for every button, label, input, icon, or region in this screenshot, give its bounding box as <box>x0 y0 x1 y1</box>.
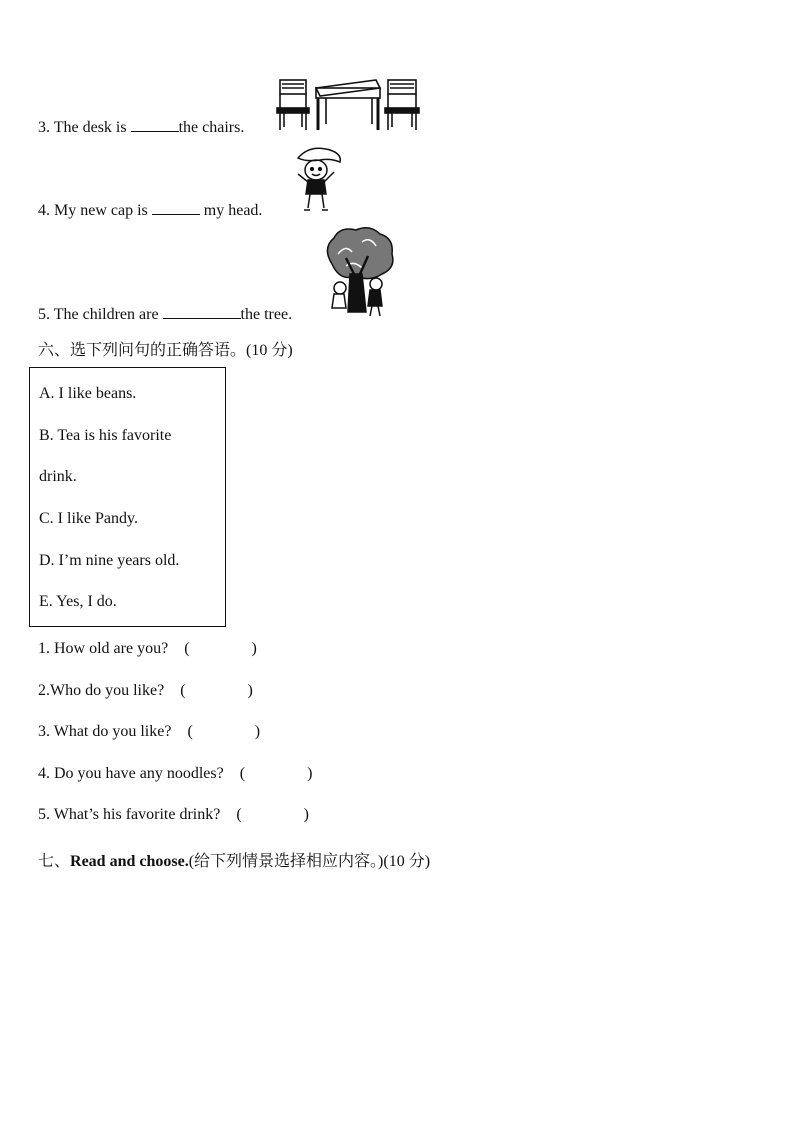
option-b: B. Tea is his favorite <box>39 427 172 444</box>
boy-with-cap-picture <box>290 144 344 214</box>
answer-paren[interactable]: ( ) <box>180 682 253 699</box>
question-4-line: 4. My new cap is my head. <box>38 202 263 219</box>
answer-paren[interactable]: ( ) <box>184 640 257 657</box>
option-c: C. I like Pandy. <box>39 510 138 527</box>
option-a: A. I like beans. <box>39 385 137 402</box>
children-under-tree-picture <box>322 224 396 318</box>
answer-paren[interactable]: ( ) <box>187 723 261 740</box>
section-7-heading: 七、Read and choose.(给下列情景选择相应内容。)(10 分) <box>38 853 431 870</box>
question-3-line: 3. The desk is the chairs. <box>38 119 245 136</box>
option-e: E. Yes, I do. <box>39 593 117 610</box>
answer-paren[interactable]: ( ) <box>239 765 313 782</box>
answer-blank-3[interactable] <box>131 117 179 132</box>
option-b-continued: drink. <box>39 468 77 485</box>
desk-between-chairs-picture <box>276 78 422 132</box>
question-5-line: 5. The children are the tree. <box>38 306 293 323</box>
options-box <box>29 367 226 627</box>
answer-paren[interactable]: ( ) <box>236 806 309 823</box>
section-6-heading: 六、选下列问句的正确答语。(10 分) <box>38 342 293 359</box>
question-row: 2.Who do you like? ( ) <box>38 682 253 699</box>
question-row: 4. Do you have any noodles? ( ) <box>38 765 313 782</box>
question-row: 5. What’s his favorite drink? ( ) <box>38 806 309 823</box>
answer-blank-5[interactable] <box>163 304 241 319</box>
option-d: D. I’m nine years old. <box>39 552 180 569</box>
answer-blank-4[interactable] <box>152 200 200 215</box>
question-row: 1. How old are you? ( ) <box>38 640 257 657</box>
question-row: 3. What do you like? ( ) <box>38 723 261 740</box>
